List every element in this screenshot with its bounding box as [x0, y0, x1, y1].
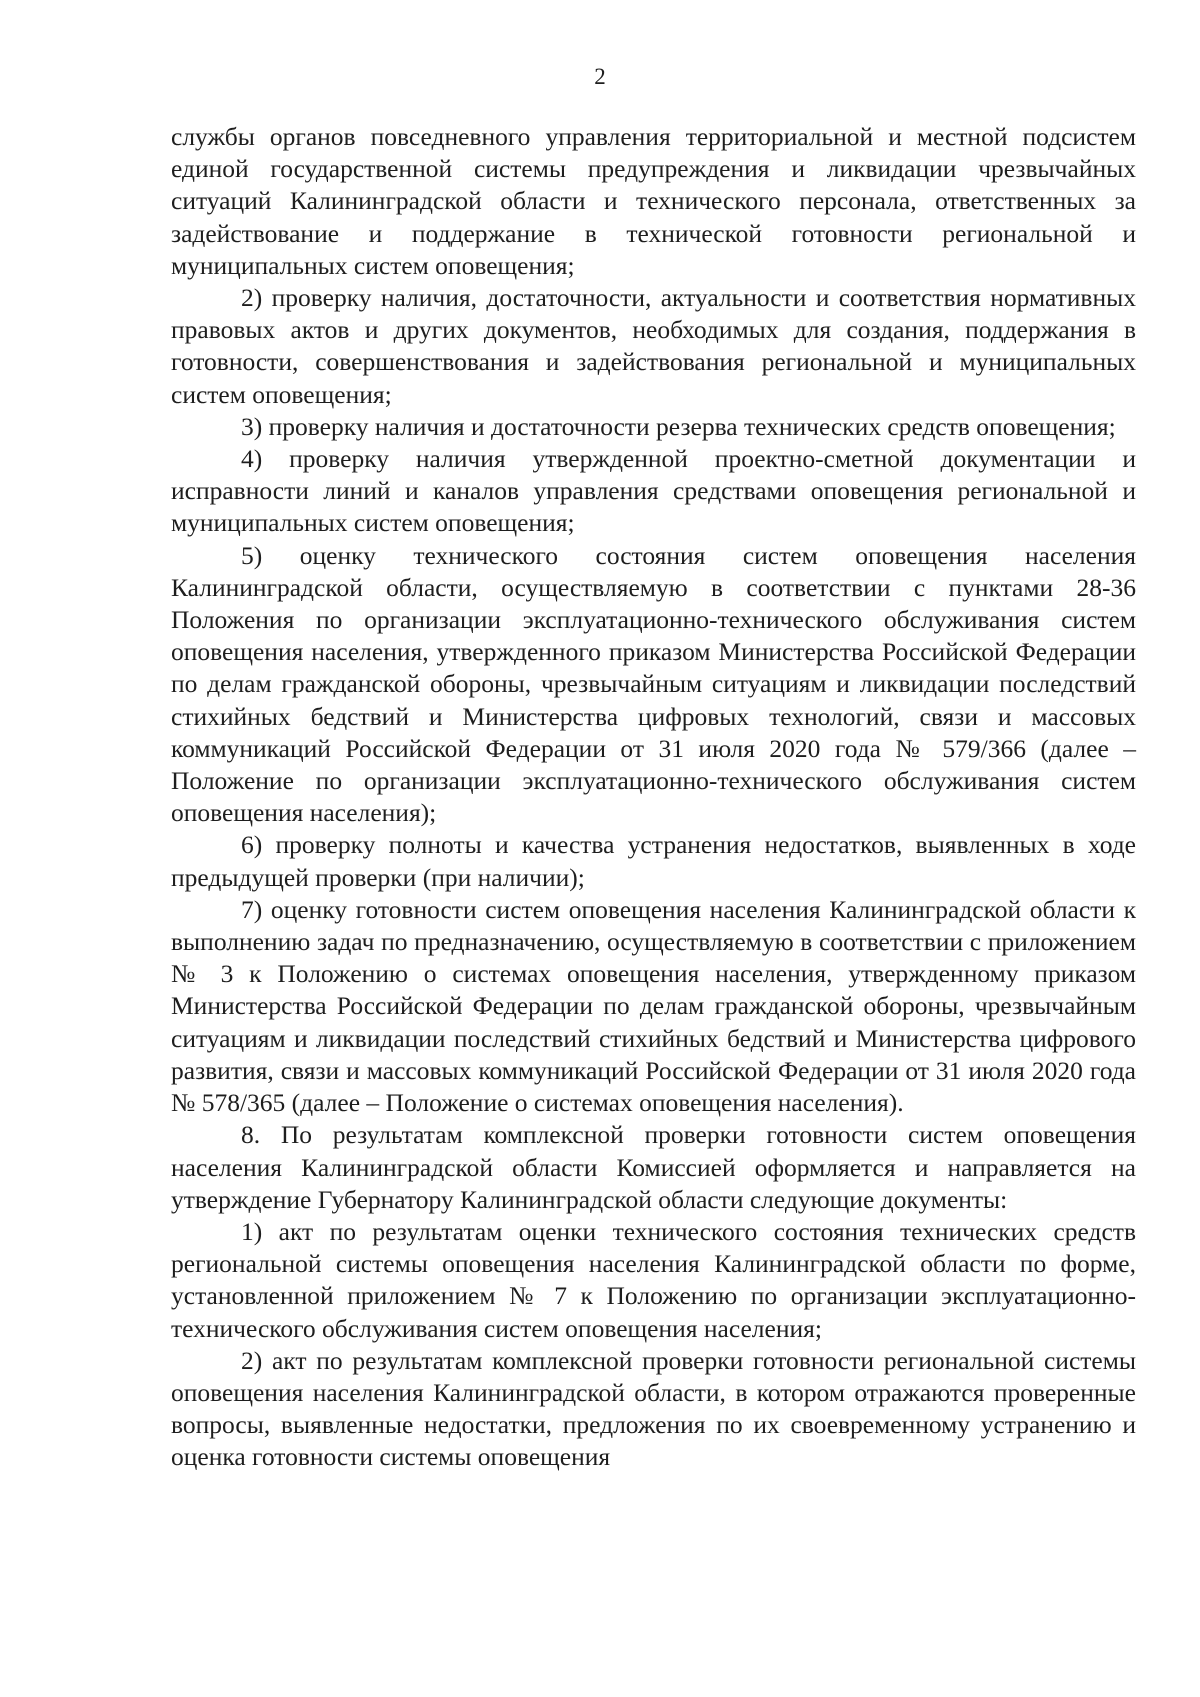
paragraph-subitem-1: 1) акт по результатам оценки технического состояния технических средств региональной системы оповещения населения Калининградской области по форме, установленной приложением № 7 к Положению по организации эксплуатационно-технического обслуживания систем оповещения населения;: [171, 1216, 1136, 1343]
page-number: 2: [594, 64, 606, 89]
paragraph-section-8: 8. По результатам комплексной проверки готовности систем оповещения населения Калининградской области Комиссией оформляется и направляется на утверждение Губернатору Калининградской области следующие документы:: [171, 1120, 1136, 1214]
paragraph-item-5: 5) оценку технического состояния систем оповещения населения Калининградской области, осуществляемую в соответствии с пунктами 28-36 Положения по организации эксплуатационно-технического обслуживания систем оповещения населения, утвержденного приказом Министерства Российской Федерации по делам гражданской обороны, чрезвычайным ситуациям и ликвидации последствий стихийных бедствий и Министерства цифровых технологий, связи и массовых коммуникаций Российской Федерации от 31 июля 2020 года № 579/366 (далее – Положение по организации эксплуатационно-технического обслуживания систем оповещения населения);: [171, 540, 1136, 828]
document-body: [171, 121, 1136, 1474]
paragraph-item-2: 2) проверку наличия, достаточности, актуальности и соответствия нормативных правовых актов и других документов, необходимых для создания, поддержания в готовности, совершенствования и задействования региональной и муниципальных систем оповещения;: [171, 283, 1136, 409]
paragraph-continuation: службы органов повседневного управления территориальной и местной подсистем единой государственной системы предупреждения и ликвидации чрезвычайных ситуаций Калининградской области и технического персонала, ответственных за задействование и поддержание в технической готовности региональной и муниципальных систем оповещения;: [171, 122, 1136, 280]
paragraph-item-3: 3) проверку наличия и достаточности резерва технических средств оповещения;: [241, 411, 1116, 441]
paragraph-item-7: 7) оценку готовности систем оповещения населения Калининградской области к выполнению задач по предназначению, осуществляемую в соответствии с приложением № 3 к Положению о системах оповещения населения, утвержденному приказом Министерства Российской Федерации по делам гражданской обороны, чрезвычайным ситуациям и ликвидации последствий стихийных бедствий и Министерства цифрового развития, связи и массовых коммуникаций Российской Федерации от 31 июля 2020 года № 578/365 (далее – Положение о системах оповещения населения).: [171, 894, 1136, 1118]
paragraph-item-6: 6) проверку полноты и качества устранения недостатков, выявленных в ходе предыдущей проверки (при наличии);: [171, 830, 1136, 892]
paragraph-item-4: 4) проверку наличия утвержденной проектно-сметной документации и исправности линий и каналов управления средствами оповещения региональной и муниципальных систем оповещения;: [171, 444, 1136, 538]
paragraph-subitem-2: 2) акт по результатам комплексной проверки готовности региональной системы оповещения населения Калининградской области, в котором отражаются проверенные вопросы, выявленные недостатки, предложения по их своевременному устранению и оценка готовности системы оповещения: [171, 1345, 1136, 1472]
